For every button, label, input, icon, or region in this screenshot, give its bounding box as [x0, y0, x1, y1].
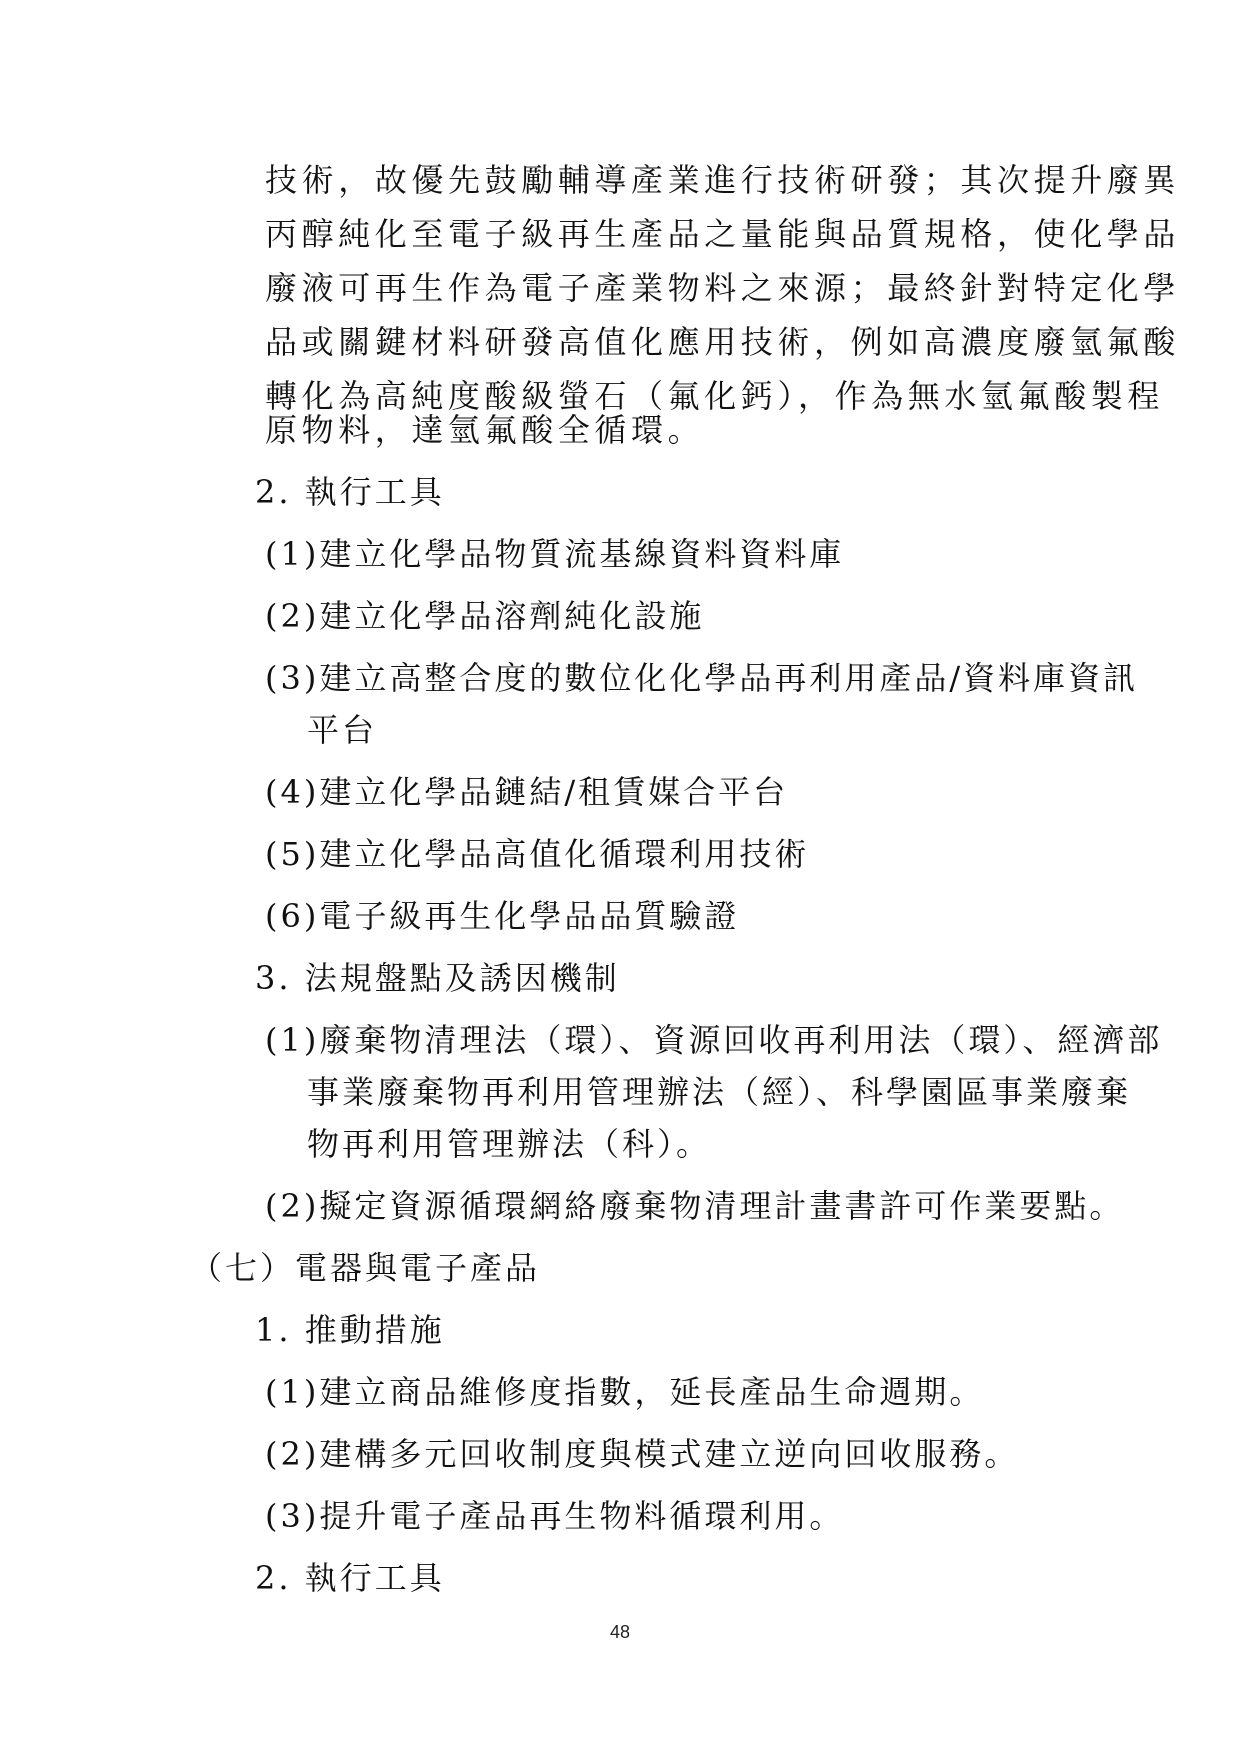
list-item: (3)提升電子產品再生物料循環利用。 — [265, 1497, 845, 1535]
paragraph-line: 轉化為高純度酸級螢石（氟化鈣），作為無水氫氟酸製程 — [265, 377, 1165, 415]
paragraph-line: 技術，故優先鼓勵輔導產業進行技術研發；其次提升廢異 — [265, 161, 1181, 199]
list-item-continuation: 平台 — [307, 711, 378, 749]
list-item: (6)電子級再生化學品品質驗證 — [265, 897, 740, 935]
list-item-continuation: 物再利用管理辦法（科）。 — [307, 1125, 712, 1163]
paragraph-line: 品或關鍵材料研發高值化應用技術，例如高濃度廢氫氟酸 — [265, 323, 1181, 361]
list-item: (2)擬定資源循環網絡廢棄物清理計畫書許可作業要點。 — [265, 1187, 1125, 1225]
chapter-heading: （七）電器與電子產品 — [190, 1249, 541, 1287]
section-heading: 1. 推動措施 — [255, 1311, 445, 1349]
section-heading: 3. 法規盤點及誘因機制 — [255, 959, 620, 997]
list-item-continuation: 事業廢棄物再利用管理辦法（經）、科學園區事業廢棄 — [307, 1073, 1132, 1111]
list-item: (1)建立化學品物質流基線資料資料庫 — [265, 535, 845, 573]
list-item: (2)建構多元回收制度與模式建立逆向回收服務。 — [265, 1435, 1020, 1473]
page-number: 48 — [609, 1622, 631, 1642]
section-heading: 2. 執行工具 — [255, 473, 445, 511]
paragraph-line: 丙醇純化至電子級再生產品之量能與品質規格，使化學品 — [265, 215, 1181, 253]
section-heading: 2. 執行工具 — [255, 1559, 445, 1597]
paragraph-line: 廢液可再生作為電子產業物料之來源；最終針對特定化學 — [265, 269, 1181, 307]
list-item: (1)建立商品維修度指數，延長產品生命週期。 — [265, 1373, 985, 1411]
list-item: (1)廢棄物清理法（環）、資源回收再利用法（環）、經濟部 — [265, 1021, 1163, 1059]
list-item: (2)建立化學品溶劑純化設施 — [265, 597, 705, 635]
paragraph-line: 原物料，達氫氟酸全循環。 — [265, 411, 705, 449]
list-item: (3)建立高整合度的數位化化學品再利用產品/資料庫資訊 — [265, 659, 1139, 697]
list-item: (4)建立化學品鏈結/租賃媒合平台 — [265, 773, 789, 811]
list-item: (5)建立化學品高值化循環利用技術 — [265, 835, 810, 873]
